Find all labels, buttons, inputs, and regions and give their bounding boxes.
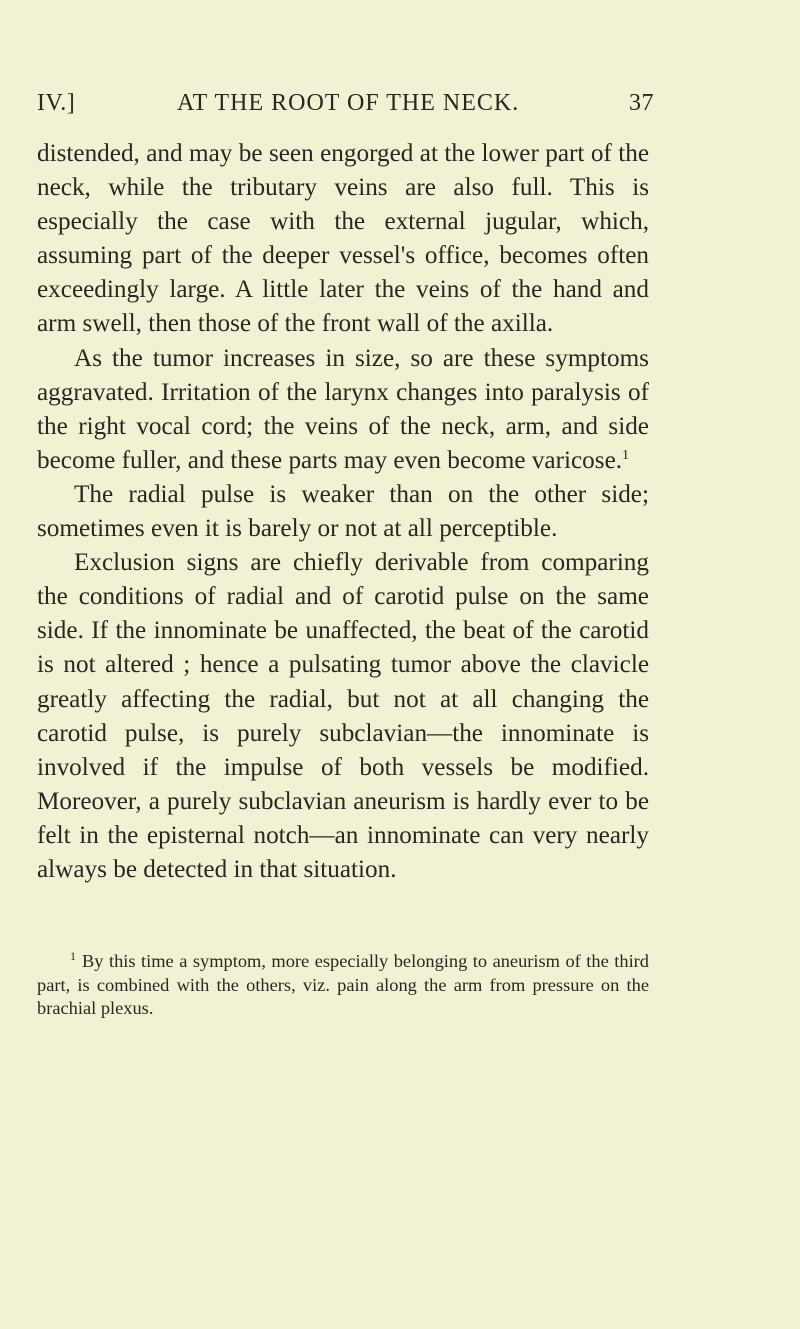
chapter-number: IV.]	[37, 90, 76, 116]
footnote-mark: 1	[70, 949, 76, 963]
paragraph-radial-pulse	[37, 478, 649, 546]
body-text	[37, 137, 649, 887]
page-header	[37, 90, 654, 120]
paragraph-exclusion-signs	[37, 546, 649, 887]
paragraph-continued	[37, 137, 649, 342]
paragraph-text: distended, and may be seen engorged at the lower part of the neck, while the tributary veins are also full. This is especially the case with the external jugular, which, assuming part of the deeper vessel's office, becomes often exceedingly large. A little later the veins of the hand and arm swell, then those of the front wall of the axilla.	[37, 140, 649, 338]
footnote-reference[interactable]: 1	[622, 447, 630, 463]
paragraph-symptoms	[37, 342, 649, 478]
paragraph-text: Exclusion signs are chiefly derivable from comparing the conditions of radial and of carotid pulse on the same side. If the innominate be unaffected, the beat of the carotid is not altered ; hence a pulsating tumor above the clavicle greatly affecting the radial, but not at all changing the carotid pulse, is purely subclavian—the innominate is involved if the impulse of both vessels be modified. Moreover, a purely subclavian aneurism is hardly ever to be felt in the episternal notch—an innominate can very nearly always be detected in that situation.	[37, 549, 649, 883]
footnote	[37, 950, 649, 1021]
running-title: AT THE ROOT OF THE NECK.	[177, 90, 520, 116]
footnote-text: By this time a symptom, more especially belonging to aneurism of the third part, is combined with the others, viz. pain along the arm from pressure on the brachial plexus.	[37, 951, 649, 1018]
page-number: 37	[629, 90, 654, 116]
paragraph-text: As the tumor increases in size, so are these symptoms aggravated. Irritation of the larynx changes into paralysis of the right vocal cord; the veins of the neck, arm, and side become fuller, and these parts may even become varicose.	[37, 344, 649, 474]
paragraph-text: The radial pulse is weaker than on the other side; sometimes even it is barely or not at all perceptible.	[37, 480, 649, 543]
